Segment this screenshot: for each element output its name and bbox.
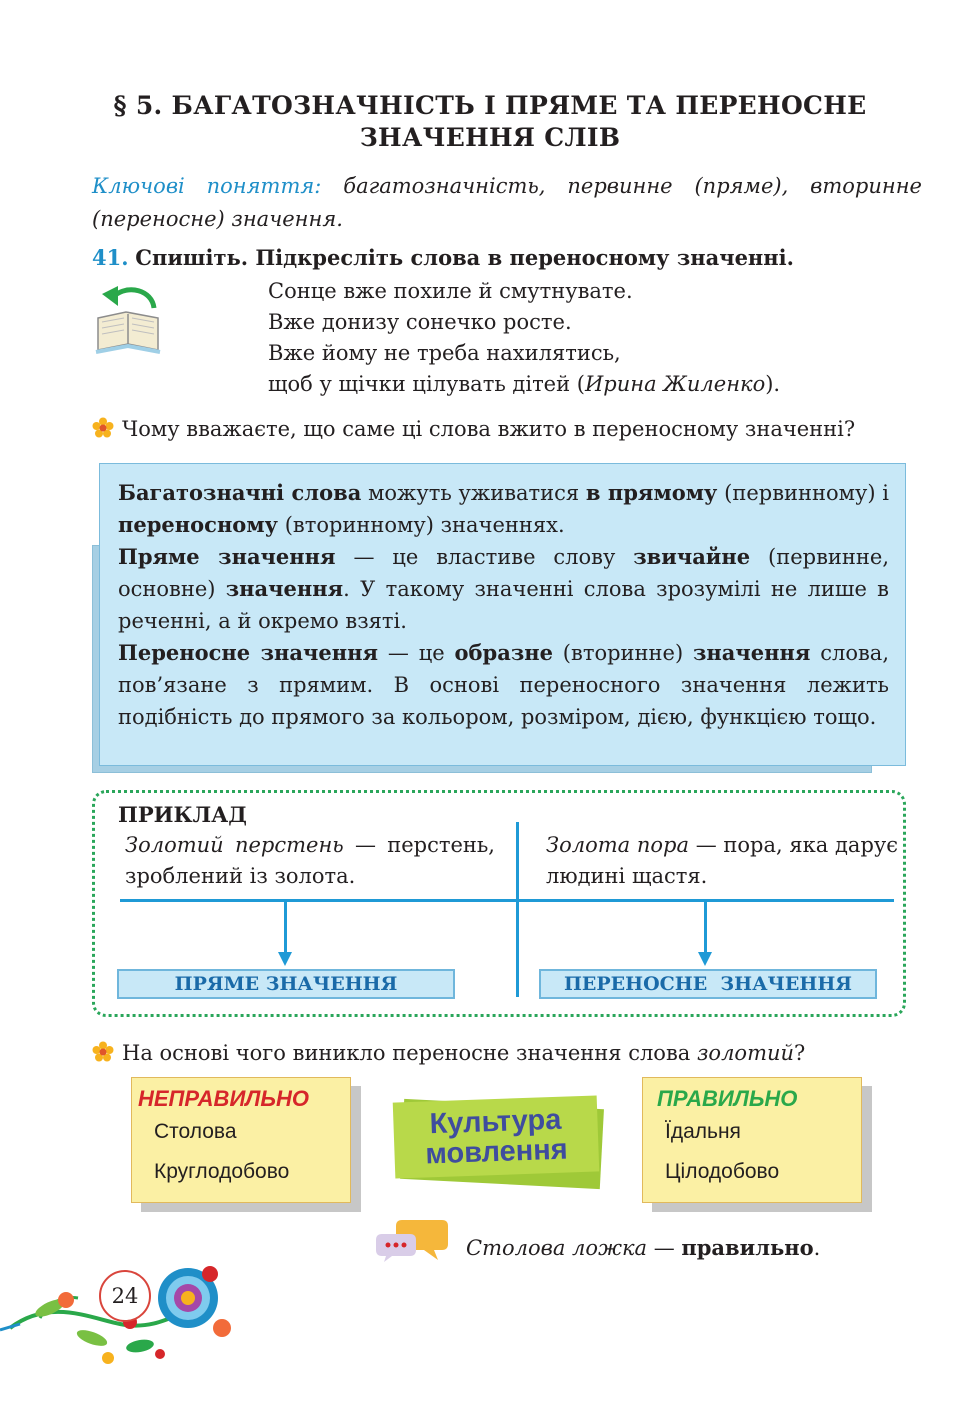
right-header: ПРАВИЛЬНО [657,1086,798,1111]
rule-term: звичайне [633,544,751,569]
rule-term: в прямому [585,480,718,505]
right-item: Їдальня [665,1120,741,1143]
question-2 [92,1038,805,1068]
final-phrase: Столова ложка [466,1236,648,1260]
title-line-2: ЗНАЧЕННЯ СЛІВ [359,123,621,152]
rule-text: — це властиве слову [335,545,634,569]
question-2-text: На основі чого виникло переносне значення слова [122,1041,697,1065]
rule-text: (вторинне) [552,641,693,665]
poem-line-last [268,369,780,400]
title-line-1: § 5. БАГАТОЗНАЧНІСТЬ І ПРЯМЕ ТА ПЕРЕНОСНЕ [113,91,867,120]
question-2-word: золотий [696,1041,795,1065]
example-right [546,830,898,892]
example-horizontal-line [120,899,894,902]
example-left-phrase: Золотий перстень [125,833,344,857]
rule-text: можуть уживатися [361,481,586,505]
example-left [125,830,495,892]
rule-paragraph-3 [118,637,889,733]
final-note [466,1235,820,1260]
arrow-down-icon [278,952,292,966]
poem-line-text: щоб у щічки цілувать дітей ( [268,372,585,396]
example-vertical-line [516,822,519,997]
culture-line-2: мовлення [424,1133,569,1171]
rule-term: Багатозначні слова [118,480,362,505]
poem-line: Вже йому не треба нахилятись, [268,341,621,365]
rule-paragraph-2 [118,541,889,637]
question-2-end: ? [794,1041,806,1065]
key-concepts [92,170,922,236]
rule-text: — це [378,641,455,665]
write-task-icon [92,280,164,356]
wrong-item: Столова [154,1120,237,1143]
key-concepts-text: багатозначність, первинне (пряме), вторинне (переносне) значення. [92,174,922,231]
final-dash: — [647,1236,682,1260]
rule-term: Пряме значення [118,544,336,569]
rule-term: значення [693,640,811,665]
poem-line: Сонце вже похиле й смутнувате. [268,279,633,303]
example-title: ПРИКЛАД [118,802,247,827]
rule-text: . У такому значенні слова зрозумілі не лише в реченні, а й окремо взяті. [118,577,889,633]
arrow-down-icon [698,952,712,966]
label-figurative-meaning: ПЕРЕНОСНЕ ЗНАЧЕННЯ [539,969,877,999]
rule-text: слова, пов’язане з прямим. В основі переносного значення лежить подібність до прямого за кольором, розміром, дією, функцією тощо. [118,641,889,729]
wrong-note [131,1077,351,1203]
rule-text: (первинне, основне) [118,545,889,601]
rule-term: переносному [118,512,279,537]
rule-box [99,463,906,766]
poem-author: Ирина Жиленко [584,372,766,396]
exercise-text: Спишіть. Підкресліть слова в переносному значенні. [135,245,794,270]
flower-icon [92,417,114,439]
key-concepts-label: Ключові поняття: [92,174,322,198]
example-left-definition: — перстень, зроблений із золота. [125,833,495,888]
wrong-header: НЕПРАВИЛЬНО [138,1086,309,1111]
page-number: 24 [99,1270,151,1322]
page-title [0,90,980,154]
right-item: Цілодобово [665,1160,780,1183]
final-verdict: правильно [681,1235,814,1260]
final-end: . [813,1236,821,1260]
poem-line: Вже донизу сонечко росте. [268,310,572,334]
rule-paragraph-1 [118,477,889,541]
right-note [642,1077,862,1203]
label-direct-meaning: ПРЯМЕ ЗНАЧЕННЯ [117,969,455,999]
arrow-left-line [284,902,287,954]
exercise-number: 41. [92,245,129,270]
rule-term: образне [454,640,553,665]
rule-text: (вторинному) значеннях. [278,513,565,537]
arrow-right-line [704,902,707,954]
flower-icon [92,1041,114,1063]
poem-line-end: ). [765,372,781,396]
culture-badge [393,1095,600,1178]
speech-bubbles-icon [376,1216,450,1262]
exercise-instruction [92,243,794,273]
rule-text: (первинному) і [717,481,889,505]
wrong-item: Круглодобово [154,1160,290,1183]
poem [268,276,780,400]
culture-line-1: Культура [429,1103,562,1141]
example-right-phrase: Золота пора [546,833,690,857]
example-right-definition: — пора, яка дарує людині щастя. [546,833,898,888]
question-1 [92,414,855,444]
question-1-text: Чому вважаєте, що саме ці слова вжито в переносному значенні? [122,417,856,441]
rule-term: Переносне значення [118,640,378,665]
rule-term: значення [225,576,344,601]
